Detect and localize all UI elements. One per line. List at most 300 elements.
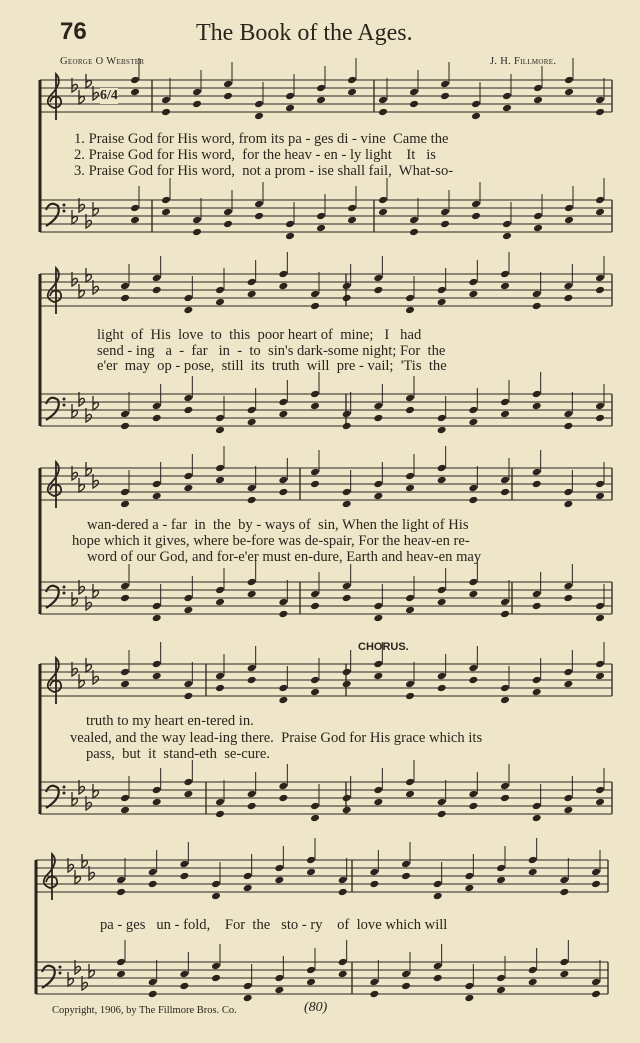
note-head (595, 786, 605, 795)
note-head (563, 294, 573, 303)
note-head (342, 668, 352, 677)
note-head (183, 484, 193, 493)
note-head (401, 970, 411, 979)
note-head (342, 582, 352, 591)
note-head (274, 986, 284, 995)
flat-icon (89, 964, 94, 978)
note-head (247, 484, 257, 493)
note-head (120, 282, 130, 291)
note-head (338, 958, 348, 967)
note-head (405, 472, 415, 481)
flat-icon (79, 284, 84, 298)
note-head (116, 958, 126, 967)
note-head (152, 602, 162, 611)
note-head (310, 302, 320, 311)
note-head (405, 394, 415, 403)
treble-clef-icon (44, 854, 57, 900)
note-head (595, 196, 605, 205)
note-head (563, 488, 573, 497)
note-head (306, 966, 316, 975)
note-head (496, 974, 506, 983)
note-head (369, 880, 379, 889)
note-head (405, 484, 415, 493)
hymn-number: 76 (60, 18, 87, 45)
chorus-label: CHORUS. (358, 641, 409, 653)
note-head (215, 672, 225, 681)
treble-clef-icon (48, 658, 61, 704)
note-head (500, 476, 510, 485)
note-head (278, 282, 288, 291)
note-head (595, 402, 605, 411)
note-head (316, 212, 326, 221)
note-head (338, 876, 348, 885)
bass-clef-dot (63, 586, 66, 589)
flat-icon (86, 462, 91, 476)
note-head (409, 216, 419, 225)
bass-clef-icon (46, 786, 59, 808)
note-head (120, 806, 130, 815)
note-head (247, 406, 257, 415)
flat-icon (68, 972, 73, 986)
note-head (532, 688, 542, 697)
note-head (120, 668, 130, 677)
note-head (183, 680, 193, 689)
note-head (152, 492, 162, 501)
note-head (595, 286, 605, 295)
note-head (595, 414, 605, 423)
note-head (528, 978, 538, 987)
note-head (564, 216, 574, 225)
note-head (278, 696, 288, 705)
note-head (161, 208, 171, 217)
note-head (468, 278, 478, 287)
note-head (409, 100, 419, 109)
note-head (243, 994, 253, 1003)
note-head (306, 978, 316, 987)
note-head (183, 394, 193, 403)
note-head (496, 986, 506, 995)
note-head (347, 204, 357, 213)
note-head (373, 402, 383, 411)
note-head (401, 860, 411, 869)
note-head (342, 680, 352, 689)
note-head (471, 212, 481, 221)
bass-clef-dot (63, 786, 66, 789)
note-head (564, 204, 574, 213)
composer-credit: J. H. Fillmore. (490, 56, 557, 67)
note-head (152, 480, 162, 489)
note-head (192, 88, 202, 97)
note-head (254, 112, 264, 121)
note-head (433, 974, 443, 983)
note-head (591, 868, 601, 877)
note-head (342, 410, 352, 419)
note-head (528, 856, 538, 865)
note-head (274, 974, 284, 983)
note-head (223, 208, 233, 217)
note-head (120, 500, 130, 509)
note-head (369, 868, 379, 877)
note-head (347, 216, 357, 225)
note-head (595, 274, 605, 283)
note-head (437, 286, 447, 295)
note-head (373, 274, 383, 283)
note-head (310, 602, 320, 611)
note-head (532, 290, 542, 299)
note-head (500, 684, 510, 693)
note-head (183, 790, 193, 799)
note-head (595, 108, 605, 117)
note-head (437, 598, 447, 607)
note-head (211, 880, 221, 889)
note-head (120, 582, 130, 591)
note-head (306, 868, 316, 877)
note-head (500, 794, 510, 803)
note-head (342, 294, 352, 303)
note-head (116, 970, 126, 979)
note-head (533, 212, 543, 221)
note-head (378, 108, 388, 117)
note-head (563, 668, 573, 677)
note-head (437, 798, 447, 807)
note-head (533, 96, 543, 105)
note-head (183, 406, 193, 415)
note-head (316, 224, 326, 233)
note-head (278, 782, 288, 791)
note-head (471, 112, 481, 121)
note-head (152, 614, 162, 623)
note-head (471, 100, 481, 109)
note-head (405, 778, 415, 787)
note-head (342, 794, 352, 803)
note-head (373, 672, 383, 681)
note-head (278, 610, 288, 619)
note-head (437, 684, 447, 693)
time-signature: 6/4 (100, 88, 118, 103)
note-head (502, 232, 512, 241)
note-head (500, 696, 510, 705)
note-head (500, 782, 510, 791)
note-head (278, 684, 288, 693)
treble-clef-icon (48, 268, 61, 314)
note-head (223, 92, 233, 101)
note-head (183, 594, 193, 603)
note-head (316, 96, 326, 105)
lyric-line: 2. Praise God for His word, for the heav - en - ly light It is (74, 147, 436, 163)
note-head (161, 96, 171, 105)
lyric-line: light of His love to this poor heart of mine; I had (97, 327, 422, 343)
flat-icon (82, 854, 87, 868)
flat-icon (72, 404, 77, 418)
note-head (183, 294, 193, 303)
note-head (211, 892, 221, 901)
note-head (310, 802, 320, 811)
note-head (437, 810, 447, 819)
note-head (310, 688, 320, 697)
note-head (342, 500, 352, 509)
note-head (433, 880, 443, 889)
note-head (148, 978, 158, 987)
note-head (215, 464, 225, 473)
note-head (500, 282, 510, 291)
note-head (183, 778, 193, 787)
note-head (243, 884, 253, 893)
note-head (563, 680, 573, 689)
note-head (215, 684, 225, 693)
note-head (595, 602, 605, 611)
note-head (278, 598, 288, 607)
note-head (192, 100, 202, 109)
note-head (468, 484, 478, 493)
note-head (215, 586, 225, 595)
note-head (563, 500, 573, 509)
note-head (310, 480, 320, 489)
note-head (130, 204, 140, 213)
flat-icon (72, 592, 77, 606)
note-head (500, 610, 510, 619)
note-head (405, 606, 415, 615)
note-head (215, 298, 225, 307)
note-head (120, 294, 130, 303)
note-head (369, 978, 379, 987)
note-head (278, 270, 288, 279)
note-head (285, 92, 295, 101)
note-head (130, 76, 140, 85)
note-head (342, 422, 352, 431)
note-head (437, 414, 447, 423)
note-head (464, 982, 474, 991)
note-head (215, 598, 225, 607)
note-head (116, 888, 126, 897)
note-head (278, 410, 288, 419)
note-head (347, 88, 357, 97)
note-head (532, 602, 542, 611)
note-head (120, 488, 130, 497)
bass-clef-icon (46, 586, 59, 608)
note-head (471, 200, 481, 209)
note-head (563, 794, 573, 803)
note-head (500, 488, 510, 497)
note-head (342, 488, 352, 497)
note-head (278, 794, 288, 803)
note-head (179, 860, 189, 869)
note-head (247, 290, 257, 299)
note-head (405, 294, 415, 303)
note-head (373, 798, 383, 807)
note-head (437, 672, 447, 681)
note-head (378, 196, 388, 205)
note-head (533, 224, 543, 233)
lyric-line: hope which it gives, where be-fore was de-spair, For the heav-en re- (72, 533, 470, 549)
note-head (559, 970, 569, 979)
note-head (247, 590, 257, 599)
note-head (564, 76, 574, 85)
note-head (310, 676, 320, 685)
note-head (192, 216, 202, 225)
note-head (532, 480, 542, 489)
note-head (120, 680, 130, 689)
note-head (342, 806, 352, 815)
note-head (563, 582, 573, 591)
flat-icon (79, 674, 84, 688)
note-head (532, 468, 542, 477)
note-head (152, 414, 162, 423)
note-head (591, 990, 601, 999)
note-head (215, 286, 225, 295)
note-head (342, 594, 352, 603)
note-head (595, 492, 605, 501)
note-head (496, 864, 506, 873)
copyright-notice: Copyright, 1906, by The Fillmore Bros. Co. (52, 1005, 237, 1016)
bass-clef-dot (63, 204, 66, 207)
note-head (243, 872, 253, 881)
note-head (563, 282, 573, 291)
note-head (310, 468, 320, 477)
lyric-line: e'er may op - pose, still its truth will pre - vail; 'Tis the (97, 358, 447, 374)
note-head (278, 398, 288, 407)
bass-clef-icon (46, 398, 59, 420)
note-head (152, 786, 162, 795)
note-head (152, 798, 162, 807)
note-head (405, 594, 415, 603)
note-head (532, 802, 542, 811)
note-head (563, 806, 573, 815)
bass-clef-dot (63, 792, 66, 795)
note-head (338, 970, 348, 979)
note-head (247, 790, 257, 799)
note-head (373, 786, 383, 795)
note-head (215, 810, 225, 819)
note-head (559, 958, 569, 967)
note-head (310, 290, 320, 299)
flat-icon (72, 792, 77, 806)
note-head (437, 476, 447, 485)
bass-clef-icon (46, 204, 59, 226)
note-head (130, 216, 140, 225)
note-head (440, 80, 450, 89)
treble-clef-icon (48, 74, 61, 120)
flat-icon (72, 210, 77, 224)
note-head (223, 80, 233, 89)
lyricist-credit: George O Webster (60, 56, 145, 67)
note-head (532, 390, 542, 399)
note-head (378, 208, 388, 217)
note-head (274, 864, 284, 873)
note-head (401, 872, 411, 881)
note-head (152, 402, 162, 411)
note-head (464, 872, 474, 881)
bass-clef-dot (63, 210, 66, 213)
note-head (148, 868, 158, 877)
note-head (247, 676, 257, 685)
note-head (373, 414, 383, 423)
bass-clef-dot (59, 966, 62, 969)
note-head (179, 872, 189, 881)
flat-icon (93, 784, 98, 798)
note-head (559, 876, 569, 885)
note-head (373, 602, 383, 611)
note-head (437, 464, 447, 473)
note-head (373, 660, 383, 669)
note-head (468, 578, 478, 587)
note-head (528, 868, 538, 877)
note-head (152, 672, 162, 681)
flat-icon (86, 268, 91, 282)
note-head (437, 298, 447, 307)
note-head (215, 798, 225, 807)
note-head (342, 282, 352, 291)
lyric-line: pass, but it stand-eth se-cure. (86, 746, 270, 762)
note-head (468, 290, 478, 299)
note-head (409, 228, 419, 237)
note-head (532, 402, 542, 411)
note-head (254, 200, 264, 209)
note-head (500, 598, 510, 607)
note-head (502, 104, 512, 113)
note-head (409, 88, 419, 97)
note-head (247, 578, 257, 587)
note-head (502, 92, 512, 101)
note-head (247, 418, 257, 427)
note-head (468, 418, 478, 427)
note-head (278, 476, 288, 485)
note-head (179, 970, 189, 979)
note-head (179, 982, 189, 991)
note-head (373, 480, 383, 489)
note-head (183, 692, 193, 701)
bass-clef-dot (63, 592, 66, 595)
note-head (247, 664, 257, 673)
note-head (532, 814, 542, 823)
note-head (405, 692, 415, 701)
note-head (401, 982, 411, 991)
note-head (595, 660, 605, 669)
note-head (183, 606, 193, 615)
note-head (468, 664, 478, 673)
note-head (468, 790, 478, 799)
note-head (183, 472, 193, 481)
note-head (500, 270, 510, 279)
note-head (405, 680, 415, 689)
note-head (437, 426, 447, 435)
note-head (347, 76, 357, 85)
note-head (440, 92, 450, 101)
note-head (468, 590, 478, 599)
note-head (500, 410, 510, 419)
lyric-line: word of our God, and for-e'er must en-dure, Earth and heav-en may (87, 549, 482, 565)
note-head (369, 990, 379, 999)
note-head (120, 422, 130, 431)
note-head (563, 422, 573, 431)
note-head (211, 962, 221, 971)
note-head (247, 278, 257, 287)
flat-icon (93, 202, 98, 216)
note-head (591, 978, 601, 987)
page-number: (80) (304, 1000, 328, 1015)
note-head (468, 802, 478, 811)
note-head (183, 306, 193, 315)
note-head (373, 614, 383, 623)
bass-clef-dot (63, 398, 66, 401)
note-head (405, 790, 415, 799)
flat-icon (79, 90, 84, 104)
note-head (152, 660, 162, 669)
note-head (533, 84, 543, 93)
note-head (211, 974, 221, 983)
note-head (595, 614, 605, 623)
note-head (161, 108, 171, 117)
note-head (243, 982, 253, 991)
